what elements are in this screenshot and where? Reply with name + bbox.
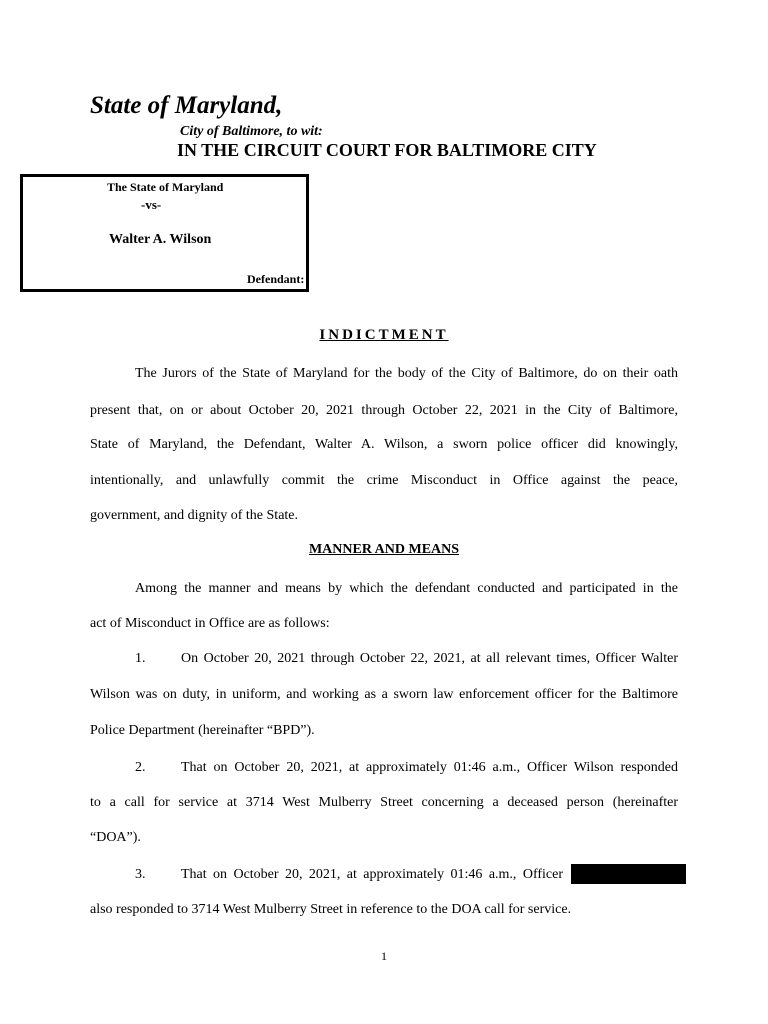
state-title: State of Maryland, — [90, 92, 283, 119]
item-line: That on October 20, 2021, at approximately 01:46 a.m., Officer — [181, 867, 563, 882]
item-line: to a call for service at 3714 West Mulberry Street concerning a deceased person (hereinafter — [90, 795, 678, 810]
manner-intro-line: act of Misconduct in Office are as follows: — [90, 616, 330, 631]
item-line: Police Department (hereinafter “BPD”). — [90, 723, 315, 738]
plaintiff-name: The State of Maryland — [107, 180, 224, 194]
versus-label: -vs- — [141, 197, 162, 212]
indictment-line: The Jurors of the State of Maryland for the body of the City of Baltimore, do on their oath — [135, 366, 678, 381]
item-line: also responded to 3714 West Mulberry Street in reference to the DOA call for service. — [90, 902, 572, 917]
redaction-bar — [571, 864, 686, 884]
manner-intro-line: Among the manner and means by which the defendant conducted and participated in the — [135, 581, 678, 596]
item-number: 2. — [135, 760, 146, 775]
city-line: City of Baltimore, to wit: — [180, 124, 323, 139]
page-number: 1 — [381, 949, 387, 963]
item-number: 1. — [135, 651, 146, 666]
court-title: IN THE CIRCUIT COURT FOR BALTIMORE CITY — [177, 140, 597, 160]
item-number: 3. — [135, 867, 146, 882]
indictment-line: government, and dignity of the State. — [90, 508, 299, 523]
case-caption-box — [20, 174, 309, 292]
manner-heading: MANNER AND MEANS — [308, 542, 460, 557]
defendant-label: Defendant: — [247, 272, 305, 286]
item-line: That on October 20, 2021, at approximately 01:46 a.m., Officer Wilson responded — [181, 760, 678, 775]
item-line: “DOA”). — [90, 830, 141, 845]
indictment-line: intentionally, and unlawfully commit the crime Misconduct in Office against the peace, — [90, 473, 678, 488]
item-line: Wilson was on duty, in uniform, and working as a sworn law enforcement officer for the Baltimore — [90, 687, 678, 702]
indictment-heading: INDICTMENT — [319, 327, 449, 343]
indictment-line: State of Maryland, the Defendant, Walter A. Wilson, a sworn police officer did knowingly, — [90, 437, 678, 452]
item-line: On October 20, 2021 through October 22, 2021, at all relevant times, Officer Walter — [181, 651, 678, 666]
defendant-name: Walter A. Wilson — [109, 232, 212, 247]
indictment-line: present that, on or about October 20, 2021 through October 22, 2021 in the City of Baltimore, — [90, 403, 678, 418]
